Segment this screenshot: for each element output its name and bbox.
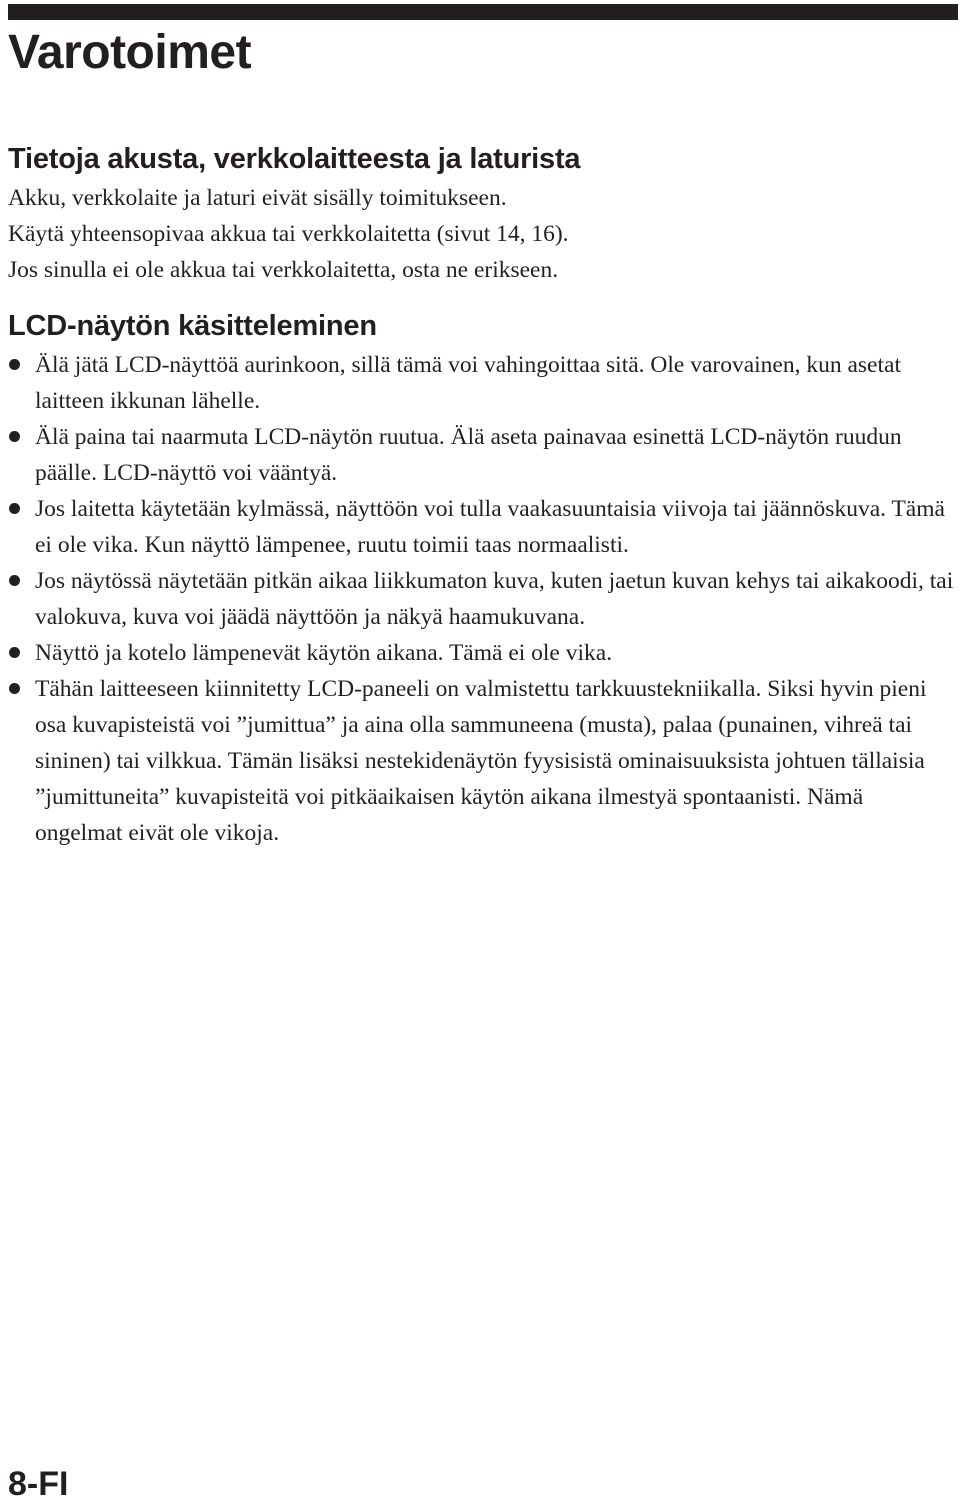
list-item-text: Näyttö ja kotelo lämpenevät käytön aikana. Tämä ei ole vika.: [35, 640, 613, 666]
list-item: [8, 635, 956, 671]
battery-info-line: Käytä yhteensopivaa akkua tai verkkolaitetta (sivut 14, 16).: [8, 221, 569, 247]
bullet-icon: [9, 647, 20, 658]
list-item-text: Jos laitetta käytetään kylmässä, näyttöön voi tulla vaakasuuntaisia viivoja tai jäännöskuva. Tämä ei ole vika. Kun näyttö lämpenee, ruutu toimii taas normaalisti.: [35, 496, 945, 558]
battery-info-line: Akku, verkkolaite ja laturi eivät sisälly toimitukseen.: [8, 185, 507, 211]
list-item: [8, 347, 956, 419]
lcd-bullet-list: [8, 347, 956, 851]
page-number: 8-FI: [8, 1465, 69, 1503]
battery-info-line: Jos sinulla ei ole akkua tai verkkolaitetta, osta ne erikseen.: [8, 257, 559, 283]
battery-info-lines: [8, 180, 569, 288]
list-item-text: Jos näytössä näytetään pitkän aikaa liikkumaton kuva, kuten jaetun kuvan kehys tai aikakoodi, tai valokuva, kuva voi jäädä näyttöön ja näkyä haamukuvana.: [35, 568, 954, 630]
page-title: Varotoimet: [8, 26, 252, 79]
lcd-section-heading: LCD-näytön käsitteleminen: [8, 310, 377, 342]
list-item-text: Älä jätä LCD-näyttöä aurinkoon, sillä tämä voi vahingoittaa sitä. Ole varovainen, kun asetat laitteen ikkunan lähelle.: [35, 352, 901, 414]
list-item: [8, 563, 956, 635]
bullet-icon: [9, 683, 20, 694]
battery-section-heading: Tietoja akusta, verkkolaitteesta ja laturista: [8, 143, 581, 175]
list-item: [8, 671, 956, 851]
bullet-icon: [9, 359, 20, 370]
bullet-icon: [9, 431, 20, 442]
list-item: [8, 491, 956, 563]
header-rule: [8, 4, 958, 20]
list-item-text: Tähän laitteeseen kiinnitetty LCD-paneeli on valmistettu tarkkuustekniikalla. Siksi hyvin pieni osa kuvapisteistä voi ”jumittua” ja aina olla sammuneena (musta), palaa (punainen, vihreä tai sininen) tai vilkkua. Tämän lisäksi nestekidenäytön fyysisistä ominaisuuksista johtuen tällaisia ”jumittuneita” kuvapisteitä voi pitkäaikaisen käytön aikana ilmestyä spontaanisti. Nämä ongelmat eivät ole vikoja.: [35, 676, 927, 846]
bullet-icon: [9, 575, 20, 586]
list-item-text: Älä paina tai naarmuta LCD-näytön ruutua. Älä aseta painavaa esinettä LCD-näytön ruudun päälle. LCD-näyttö voi vääntyä.: [35, 424, 902, 486]
bullet-icon: [9, 503, 20, 514]
list-item: [8, 419, 956, 491]
